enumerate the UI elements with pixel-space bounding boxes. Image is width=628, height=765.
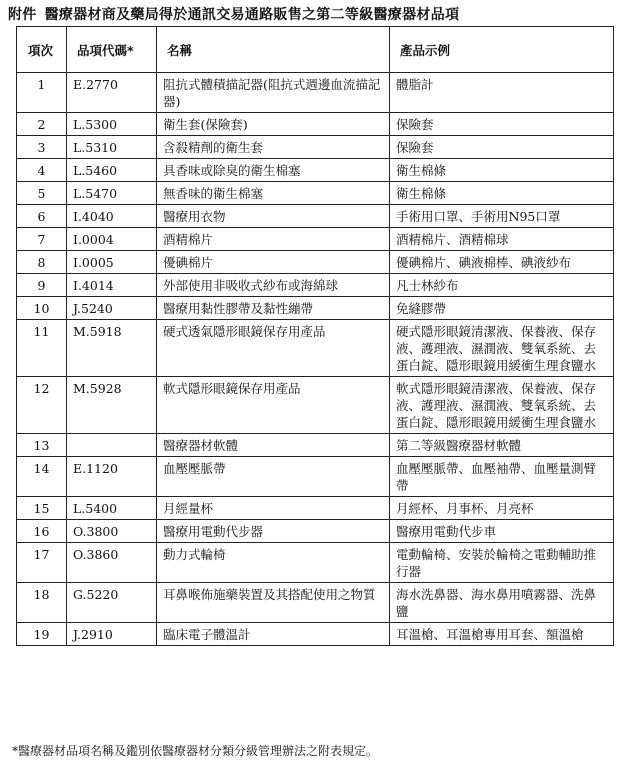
- table-header-row: [17, 27, 614, 73]
- cell-code: [67, 434, 157, 457]
- cell-code: I.4014: [67, 274, 157, 297]
- cell-name: 醫療用電動代步器: [157, 520, 390, 543]
- cell-name: 軟式隱形眼鏡保存用產品: [157, 377, 390, 434]
- cell-example: 優碘棉片、碘液棉棒、碘液紗布: [390, 251, 614, 274]
- cell-code: L.5300: [67, 113, 157, 136]
- table-row: [17, 73, 614, 113]
- cell-code: O.3860: [67, 543, 157, 583]
- cell-example: 保險套: [390, 136, 614, 159]
- cell-name: 阻抗式體積描記器(阻抗式週邊血流描記器): [157, 73, 390, 113]
- header-code: 品項代碼*: [67, 27, 157, 73]
- cell-name: 月經量杯: [157, 497, 390, 520]
- cell-no: 19: [17, 623, 67, 646]
- table-row: [17, 377, 614, 434]
- table-row: [17, 182, 614, 205]
- cell-example: 第二等級醫療器材軟體: [390, 434, 614, 457]
- cell-code: L.5460: [67, 159, 157, 182]
- cell-name: 優碘棉片: [157, 251, 390, 274]
- cell-example: 醫療用電動代步車: [390, 520, 614, 543]
- cell-code: L.5310: [67, 136, 157, 159]
- cell-example: 衛生棉條: [390, 182, 614, 205]
- cell-no: 14: [17, 457, 67, 497]
- cell-no: 13: [17, 434, 67, 457]
- cell-no: 18: [17, 583, 67, 623]
- header-no: 項次: [17, 27, 67, 73]
- cell-no: 12: [17, 377, 67, 434]
- cell-no: 5: [17, 182, 67, 205]
- cell-no: 1: [17, 73, 67, 113]
- cell-example: 耳溫槍、耳溫槍專用耳套、額溫槍: [390, 623, 614, 646]
- cell-name: 酒精棉片: [157, 228, 390, 251]
- cell-code: L.5400: [67, 497, 157, 520]
- cell-example: 血壓壓脈帶、血壓袖帶、血壓量測臂帶: [390, 457, 614, 497]
- cell-example: 衛生棉條: [390, 159, 614, 182]
- cell-example: 保險套: [390, 113, 614, 136]
- cell-no: 6: [17, 205, 67, 228]
- table-row: [17, 583, 614, 623]
- cell-name: 外部使用非吸收式紗布或海綿球: [157, 274, 390, 297]
- cell-no: 15: [17, 497, 67, 520]
- table-row: [17, 520, 614, 543]
- cell-example: 海水洗鼻器、海水鼻用噴霧器、洗鼻鹽: [390, 583, 614, 623]
- table-row: [17, 457, 614, 497]
- title-text: 醫療器材商及藥局得於通訊交易通路販售之第二等級醫療器材品項: [44, 7, 460, 23]
- cell-code: E.1120: [67, 457, 157, 497]
- cell-example: 免縫膠帶: [390, 297, 614, 320]
- table-row: [17, 434, 614, 457]
- table-row: [17, 228, 614, 251]
- cell-name: 醫療用黏性膠帶及黏性繃帶: [157, 297, 390, 320]
- cell-no: 2: [17, 113, 67, 136]
- cell-example: 手術用口罩、手術用N95口罩: [390, 205, 614, 228]
- cell-code: M.5918: [67, 320, 157, 377]
- cell-no: 11: [17, 320, 67, 377]
- title-prefix: 附件: [8, 7, 37, 23]
- cell-name: 無香味的衛生棉塞: [157, 182, 390, 205]
- footnote: *醫療器材品項名稱及鑑別依醫療器材分類分級管理辦法之附表規定。: [12, 744, 379, 758]
- table-row: [17, 113, 614, 136]
- cell-code: E.2770: [67, 73, 157, 113]
- cell-example: 電動輪椅、安裝於輪椅之電動輔助推行器: [390, 543, 614, 583]
- cell-name: 動力式輪椅: [157, 543, 390, 583]
- cell-no: 3: [17, 136, 67, 159]
- cell-example: 酒精棉片、酒精棉球: [390, 228, 614, 251]
- table-row: [17, 297, 614, 320]
- cell-no: 16: [17, 520, 67, 543]
- table-row: [17, 497, 614, 520]
- cell-name: 耳鼻喉佈施藥裝置及其搭配使用之物質: [157, 583, 390, 623]
- cell-no: 4: [17, 159, 67, 182]
- cell-example: 體脂計: [390, 73, 614, 113]
- cell-code: M.5928: [67, 377, 157, 434]
- cell-name: 醫療器材軟體: [157, 434, 390, 457]
- cell-no: 8: [17, 251, 67, 274]
- cell-no: 10: [17, 297, 67, 320]
- cell-name: 臨床電子體溫計: [157, 623, 390, 646]
- table-row: [17, 251, 614, 274]
- header-name: 名稱: [157, 27, 390, 73]
- table-row: [17, 205, 614, 228]
- cell-code: I.4040: [67, 205, 157, 228]
- cell-name: 血壓壓脈帶: [157, 457, 390, 497]
- cell-code: G.5220: [67, 583, 157, 623]
- document-title: [8, 4, 459, 24]
- cell-code: I.0004: [67, 228, 157, 251]
- cell-code: I.0005: [67, 251, 157, 274]
- cell-name: 具香味或除臭的衛生棉塞: [157, 159, 390, 182]
- cell-name: 醫療用衣物: [157, 205, 390, 228]
- device-items-table: [16, 26, 614, 646]
- cell-name: 衛生套(保險套): [157, 113, 390, 136]
- cell-code: J.2910: [67, 623, 157, 646]
- cell-example: 月經杯、月事杯、月亮杯: [390, 497, 614, 520]
- cell-no: 17: [17, 543, 67, 583]
- cell-code: J.5240: [67, 297, 157, 320]
- table-row: [17, 320, 614, 377]
- table-row: [17, 623, 614, 646]
- header-example: 產品示例: [390, 27, 614, 73]
- cell-example: 軟式隱形眼鏡清潔液、保養液、保存液、護理液、濕潤液、雙氧系統、去蛋白錠、隱形眼鏡用緩衝生理食鹽水: [390, 377, 614, 434]
- cell-code: O.3800: [67, 520, 157, 543]
- table-row: [17, 136, 614, 159]
- table-row: [17, 543, 614, 583]
- cell-name: 硬式透氣隱形眼鏡保存用產品: [157, 320, 390, 377]
- cell-no: 7: [17, 228, 67, 251]
- cell-no: 9: [17, 274, 67, 297]
- table-row: [17, 159, 614, 182]
- cell-example: 硬式隱形眼鏡清潔液、保養液、保存液、護理液、濕潤液、雙氧系統、去蛋白錠、隱形眼鏡用緩衝生理食鹽水: [390, 320, 614, 377]
- table-row: [17, 274, 614, 297]
- cell-name: 含殺精劑的衛生套: [157, 136, 390, 159]
- cell-example: 凡士林紗布: [390, 274, 614, 297]
- cell-code: L.5470: [67, 182, 157, 205]
